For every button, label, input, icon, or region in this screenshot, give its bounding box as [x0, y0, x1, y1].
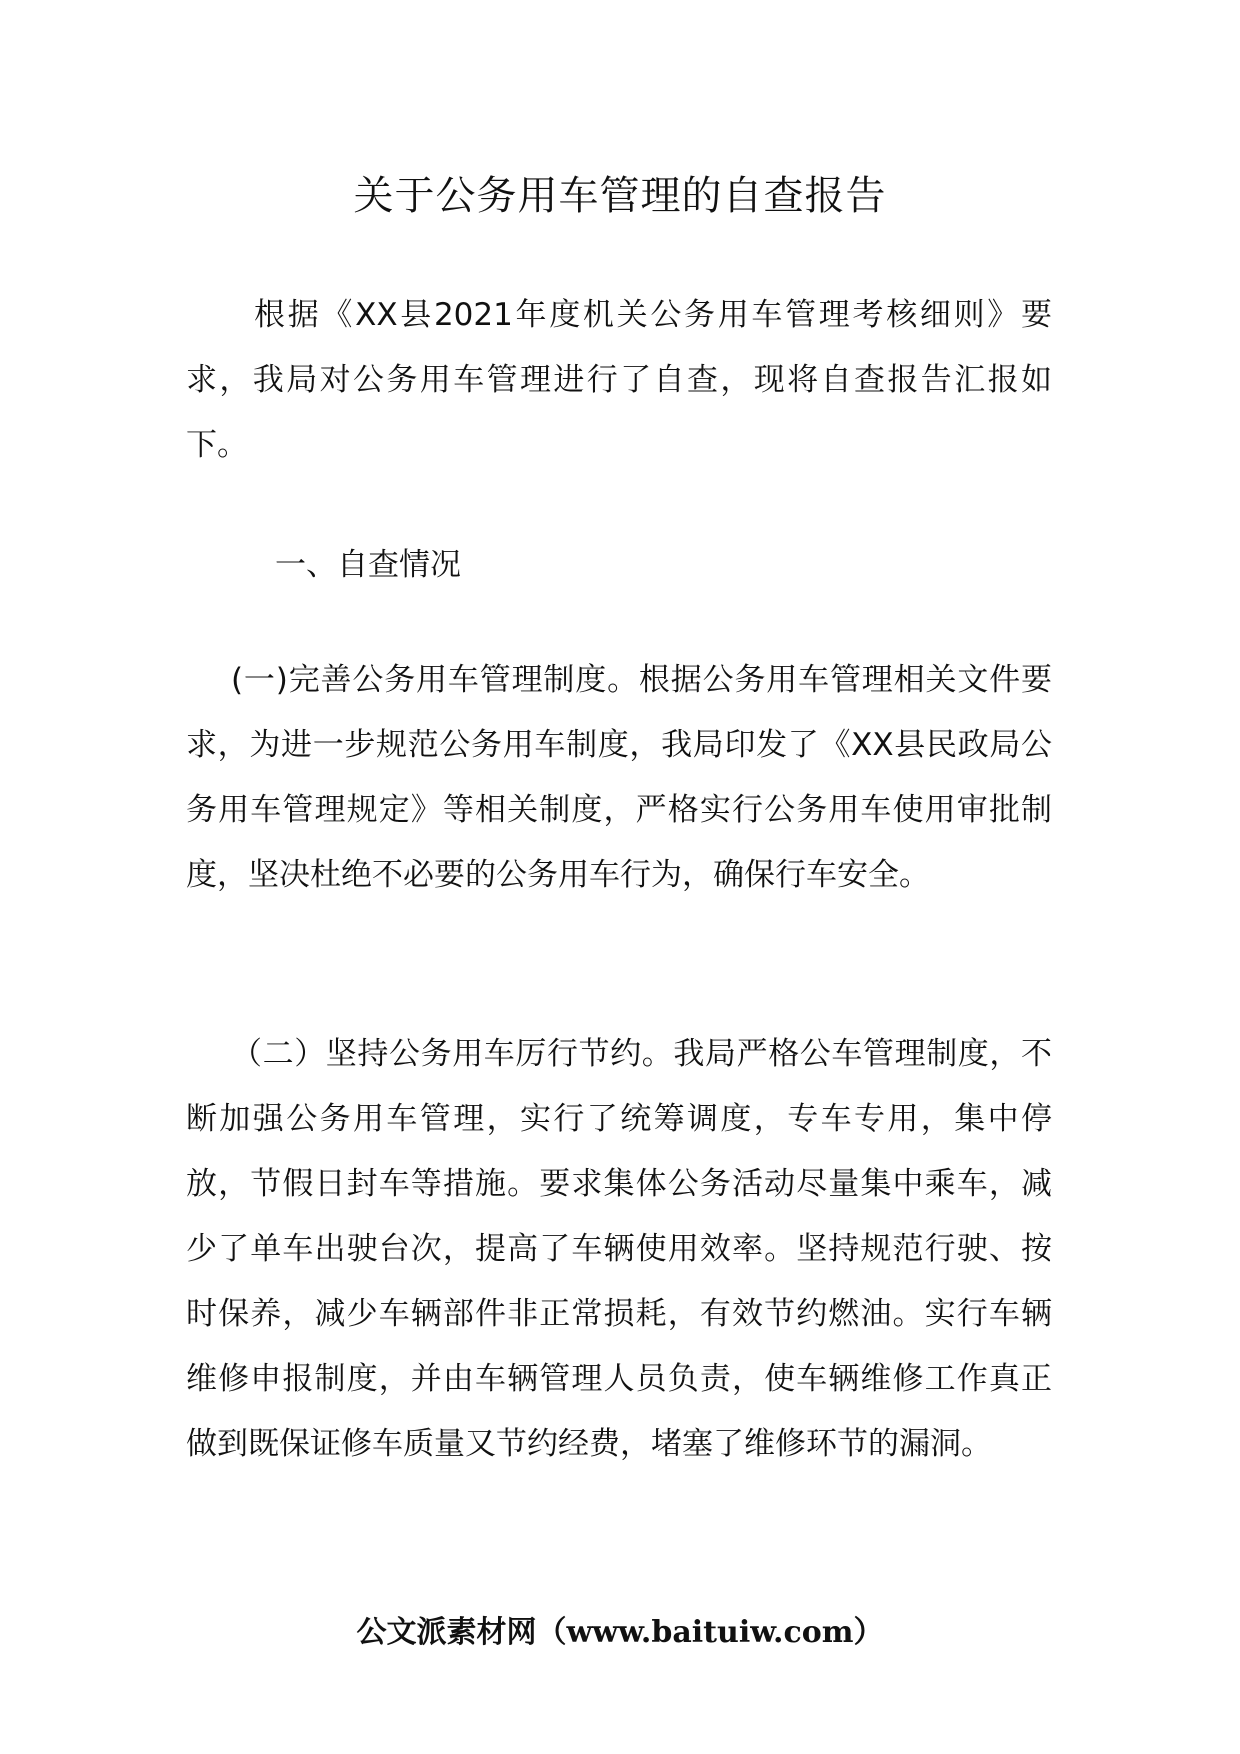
intro-paragraph: 根据《XX县2021年度机关公务用车管理考核细则》要求，我局对公务用车管理进行了自查，现将自查报告汇报如下。: [186, 297, 1052, 463]
footer-watermark: 公文派素材网（www.baituiw.com）: [356, 1615, 884, 1650]
item-one-paragraph: (一)完善公务用车管理制度。根据公务用车管理相关文件要求，为进一步规范公务用车制度，我局印发了《XX县民政局公务用车管理规定》等相关制度，严格实行公务用车使用审批制度，坚决杜绝不必要的公务用车行为，确保行车安全。: [186, 662, 1052, 893]
item-two-paragraph: （二）坚持公务用车厉行节约。我局严格公车管理制度，不断加强公务用车管理，实行了统筹调度，专车专用，集中停放，节假日封车等措施。要求集体公务活动尽量集中乘车，减少了单车出驶台次，提高了车辆使用效率。坚持规范行驶、按时保养，减少车辆部件非正常损耗，有效节约燃油。实行车辆维修申报制度，并由车辆管理人员负责，使车辆维修工作真正做到既保证修车质量又节约经费，堵塞了维修环节的漏洞。: [186, 1036, 1052, 1462]
section-heading: 一、自查情况: [275, 547, 461, 583]
document-title: 关于公务用车管理的自查报告: [353, 173, 887, 219]
